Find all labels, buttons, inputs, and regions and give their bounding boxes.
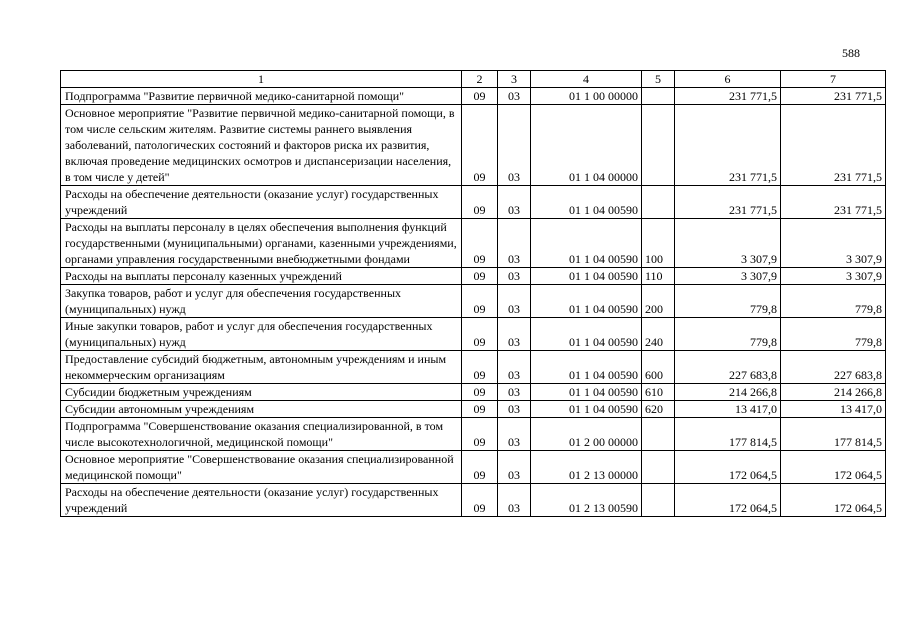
section-cell: 09 xyxy=(462,219,498,268)
section-cell: 09 xyxy=(462,418,498,451)
section-cell: 09 xyxy=(462,186,498,219)
expense-type-cell: 600 xyxy=(642,351,675,384)
subsection-cell: 03 xyxy=(498,186,531,219)
amount-cell: 231 771,5 xyxy=(781,186,886,219)
section-cell: 09 xyxy=(462,318,498,351)
amount-cell: 172 064,5 xyxy=(781,484,886,517)
target-article-cell: 01 2 13 00000 xyxy=(531,451,642,484)
expense-type-cell: 200 xyxy=(642,285,675,318)
column-header: 1 xyxy=(61,71,462,88)
amount-cell: 227 683,8 xyxy=(781,351,886,384)
subsection-cell: 03 xyxy=(498,285,531,318)
amount-cell: 172 064,5 xyxy=(675,451,781,484)
row-name-cell: Иные закупки товаров, работ и услуг для обеспечения государственных (муниципальных) нужд xyxy=(61,318,462,351)
target-article-cell: 01 2 00 00000 xyxy=(531,418,642,451)
amount-cell: 779,8 xyxy=(781,318,886,351)
amount-cell: 3 307,9 xyxy=(675,219,781,268)
expense-type-cell: 620 xyxy=(642,401,675,418)
target-article-cell: 01 1 04 00590 xyxy=(531,268,642,285)
subsection-cell: 03 xyxy=(498,88,531,105)
row-name-cell: Закупка товаров, работ и услуг для обеспечения государственных (муниципальных) нужд xyxy=(61,285,462,318)
subsection-cell: 03 xyxy=(498,351,531,384)
column-header: 4 xyxy=(531,71,642,88)
amount-cell: 3 307,9 xyxy=(781,219,886,268)
amount-cell: 231 771,5 xyxy=(781,105,886,186)
table-row xyxy=(61,186,886,219)
budget-table xyxy=(60,70,886,517)
subsection-cell: 03 xyxy=(498,318,531,351)
section-cell: 09 xyxy=(462,351,498,384)
section-cell: 09 xyxy=(462,88,498,105)
target-article-cell: 01 1 04 00590 xyxy=(531,186,642,219)
expense-type-cell: 240 xyxy=(642,318,675,351)
amount-cell: 3 307,9 xyxy=(781,268,886,285)
row-name-cell: Субсидии автономным учреждениям xyxy=(61,401,462,418)
expense-type-cell xyxy=(642,451,675,484)
row-name-cell: Субсидии бюджетным учреждениям xyxy=(61,384,462,401)
column-header: 3 xyxy=(498,71,531,88)
amount-cell: 3 307,9 xyxy=(675,268,781,285)
target-article-cell: 01 1 04 00590 xyxy=(531,401,642,418)
amount-cell: 172 064,5 xyxy=(781,451,886,484)
page-number: 588 xyxy=(842,46,860,60)
amount-cell: 172 064,5 xyxy=(675,484,781,517)
row-name-cell: Подпрограмма "Развитие первичной медико-санитарной помощи" xyxy=(61,88,462,105)
target-article-cell: 01 1 04 00590 xyxy=(531,384,642,401)
section-cell: 09 xyxy=(462,484,498,517)
expense-type-cell xyxy=(642,88,675,105)
table-row xyxy=(61,401,886,418)
table-row xyxy=(61,484,886,517)
row-name-cell: Расходы на выплаты персоналу казенных учреждений xyxy=(61,268,462,285)
table-row xyxy=(61,268,886,285)
expense-type-cell xyxy=(642,418,675,451)
column-header: 2 xyxy=(462,71,498,88)
table-row xyxy=(61,318,886,351)
row-name-cell: Подпрограмма "Совершенствование оказания специализированной, в том числе высокотехнологичной, медицинской помощи" xyxy=(61,418,462,451)
subsection-cell: 03 xyxy=(498,105,531,186)
row-name-cell: Расходы на обеспечение деятельности (оказание услуг) государственных учреждений xyxy=(61,484,462,517)
amount-cell: 231 771,5 xyxy=(781,88,886,105)
amount-cell: 177 814,5 xyxy=(675,418,781,451)
subsection-cell: 03 xyxy=(498,219,531,268)
expense-type-cell xyxy=(642,105,675,186)
amount-cell: 779,8 xyxy=(675,318,781,351)
amount-cell: 13 417,0 xyxy=(675,401,781,418)
column-header: 7 xyxy=(781,71,886,88)
target-article-cell: 01 2 13 00590 xyxy=(531,484,642,517)
amount-cell: 231 771,5 xyxy=(675,88,781,105)
target-article-cell: 01 1 04 00590 xyxy=(531,219,642,268)
column-header: 5 xyxy=(642,71,675,88)
expense-type-cell: 610 xyxy=(642,384,675,401)
amount-cell: 227 683,8 xyxy=(675,351,781,384)
table-row xyxy=(61,384,886,401)
amount-cell: 779,8 xyxy=(675,285,781,318)
subsection-cell: 03 xyxy=(498,484,531,517)
section-cell: 09 xyxy=(462,384,498,401)
subsection-cell: 03 xyxy=(498,418,531,451)
row-name-cell: Расходы на обеспечение деятельности (оказание услуг) государственных учреждений xyxy=(61,186,462,219)
table-row xyxy=(61,88,886,105)
subsection-cell: 03 xyxy=(498,268,531,285)
row-name-cell: Основное мероприятие "Совершенствование оказания специализированной медицинской помощи" xyxy=(61,451,462,484)
expense-type-cell: 110 xyxy=(642,268,675,285)
expense-type-cell xyxy=(642,484,675,517)
amount-cell: 177 814,5 xyxy=(781,418,886,451)
section-cell: 09 xyxy=(462,105,498,186)
table-row xyxy=(61,285,886,318)
section-cell: 09 xyxy=(462,268,498,285)
row-name-cell: Предоставление субсидий бюджетным, автономным учреждениям и иным некоммерческим организациям xyxy=(61,351,462,384)
amount-cell: 214 266,8 xyxy=(781,384,886,401)
amount-cell: 779,8 xyxy=(781,285,886,318)
section-cell: 09 xyxy=(462,401,498,418)
section-cell: 09 xyxy=(462,451,498,484)
table-row xyxy=(61,219,886,268)
table-row xyxy=(61,105,886,186)
subsection-cell: 03 xyxy=(498,384,531,401)
target-article-cell: 01 1 00 00000 xyxy=(531,88,642,105)
row-name-cell: Расходы на выплаты персоналу в целях обеспечения выполнения функций государственными (муниципальными) органами, казенными учреждениями, органами управления государственными внебюджетными фондами xyxy=(61,219,462,268)
amount-cell: 214 266,8 xyxy=(675,384,781,401)
table-header-row xyxy=(61,71,886,88)
subsection-cell: 03 xyxy=(498,451,531,484)
expense-type-cell xyxy=(642,186,675,219)
subsection-cell: 03 xyxy=(498,401,531,418)
table-row xyxy=(61,451,886,484)
amount-cell: 231 771,5 xyxy=(675,105,781,186)
expense-type-cell: 100 xyxy=(642,219,675,268)
target-article-cell: 01 1 04 00000 xyxy=(531,105,642,186)
section-cell: 09 xyxy=(462,285,498,318)
target-article-cell: 01 1 04 00590 xyxy=(531,318,642,351)
amount-cell: 13 417,0 xyxy=(781,401,886,418)
table-row xyxy=(61,418,886,451)
target-article-cell: 01 1 04 00590 xyxy=(531,351,642,384)
target-article-cell: 01 1 04 00590 xyxy=(531,285,642,318)
column-header: 6 xyxy=(675,71,781,88)
amount-cell: 231 771,5 xyxy=(675,186,781,219)
row-name-cell: Основное мероприятие "Развитие первичной медико-санитарной помощи, в том числе сельским жителям. Развитие системы раннего выявления заболеваний, патологических состояний и факторов риска их развития, включая проведение медицинских осмотров и диспансеризации населения, в том числе у детей" xyxy=(61,105,462,186)
table-row xyxy=(61,351,886,384)
